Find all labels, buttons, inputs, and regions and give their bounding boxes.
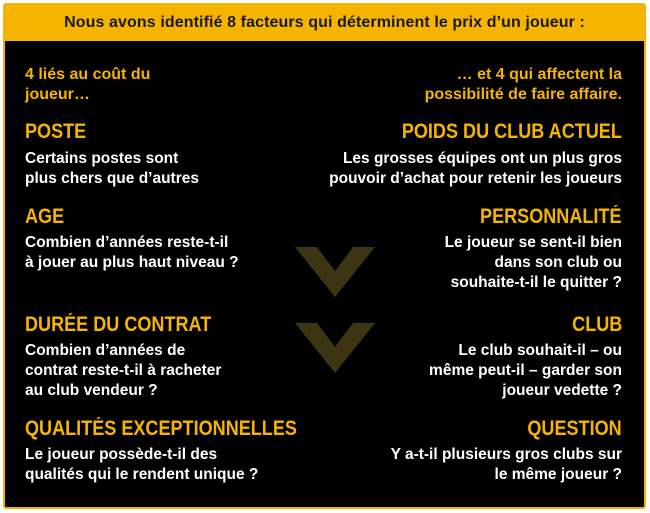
header-banner — [5, 5, 644, 41]
factor-desc-question: Y a-t-il plusieurs gros clubs sur le même joueur ? — [390, 446, 622, 483]
header-title: Nous avons identifié 8 facteurs qui déterminent le prix d’un joueur : — [64, 14, 585, 31]
factor-title-club: CLUB — [571, 313, 622, 336]
factor-desc-duree-contrat: Combien d’années de contrat reste-t-il à racheter au club vendeur ? — [25, 342, 222, 399]
factor-title-poids-club: POIDS DU CLUB ACTUEL — [401, 120, 622, 143]
factor-desc-qualites: Le joueur possède-t-il des qualités qui le rendent unique ? — [25, 446, 259, 483]
factor-desc-poids-club: Les grosses équipes ont un plus gros pouvoir d’achat pour retenir les joueurs — [329, 150, 622, 187]
factor-desc-poste: Certains postes sont plus chers que d’autres — [25, 150, 199, 187]
right-intro: … et 4 qui affectent la possibilité de faire affaire. — [424, 66, 622, 103]
factor-title-age: AGE — [25, 205, 65, 228]
infographic-frame — [3, 3, 646, 509]
factor-title-duree-contrat: DURÉE DU CONTRAT — [25, 313, 212, 336]
factor-desc-personnalite: Le joueur se sent-il bien dans son club ou souhaite-t-il le quitter ? — [444, 234, 622, 291]
chevron-bottom-icon — [295, 323, 375, 373]
factor-desc-club: Le club souhait-il – ou même peut-il – garder son joueur vedette ? — [429, 342, 622, 399]
factor-title-personnalite: PERSONNALITÉ — [480, 205, 622, 228]
chevron-top-icon — [295, 247, 375, 297]
factor-title-question: QUESTION — [527, 417, 622, 440]
left-intro: 4 liés au coût du joueur… — [25, 66, 151, 103]
factor-title-poste: POSTE — [25, 120, 87, 143]
factor-title-qualites: QUALITÉS EXCEPTIONNELLES — [25, 417, 297, 440]
double-chevron-down-icon — [295, 245, 375, 395]
factor-desc-age: Combien d’années reste-t-il à jouer au plus haut niveau ? — [25, 234, 239, 271]
